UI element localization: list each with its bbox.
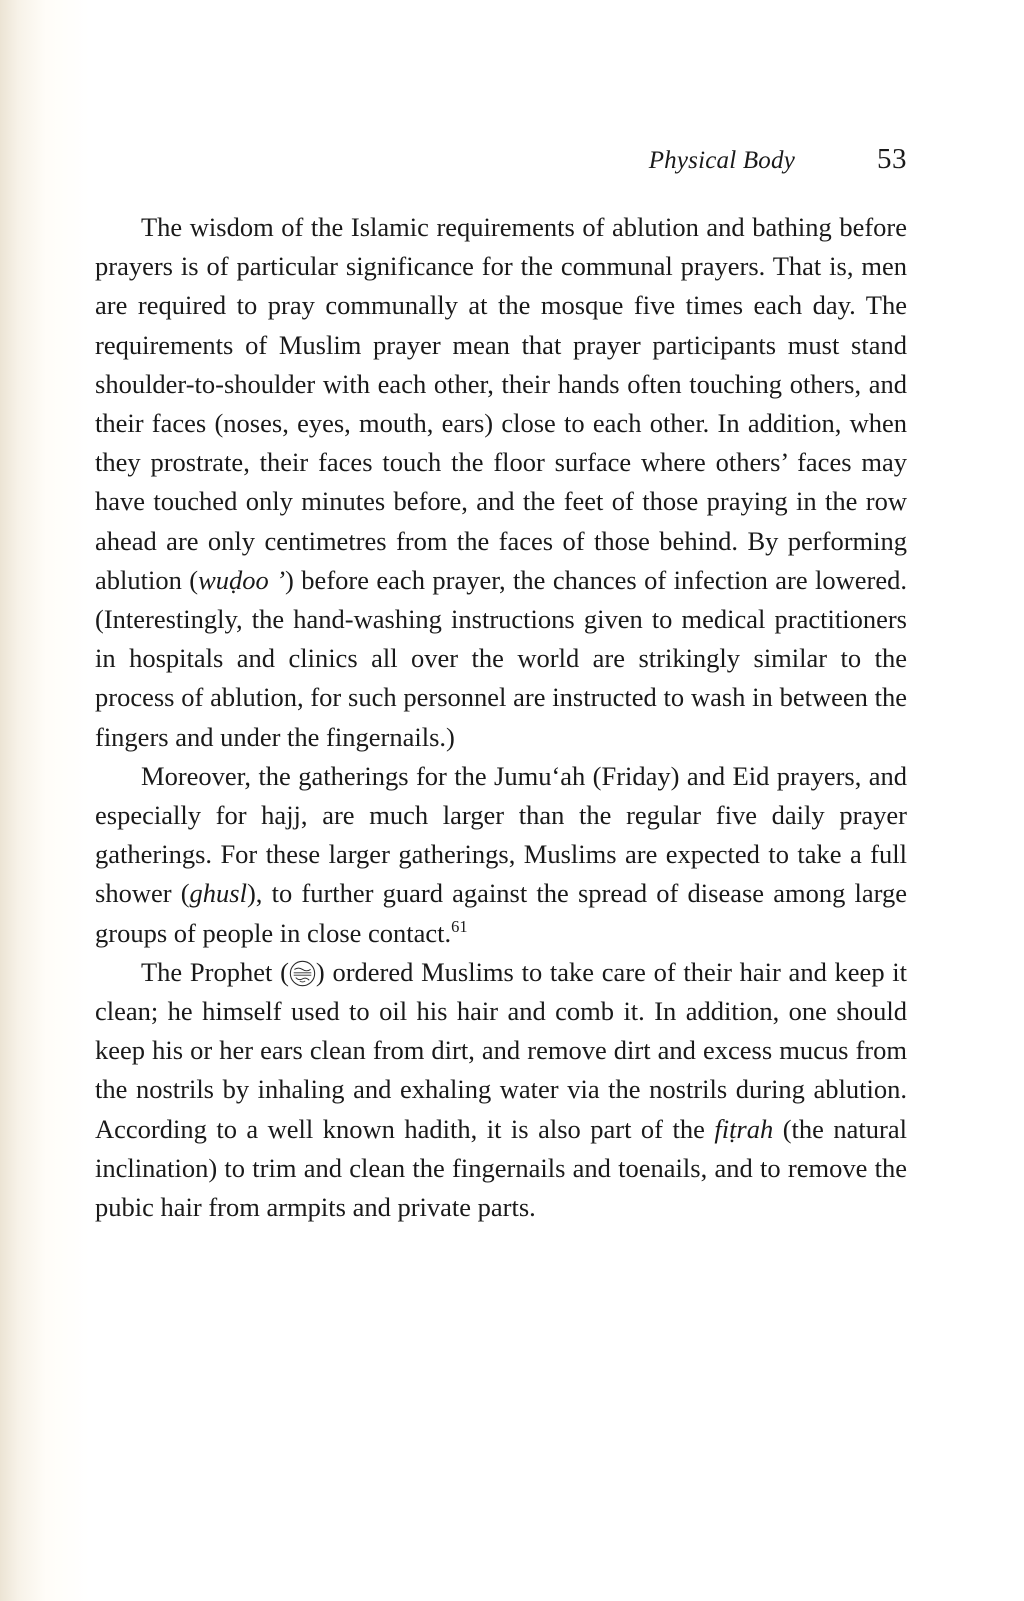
sallallahu-alayhi-wasallam-glyph xyxy=(289,960,316,987)
transliterated-term: ghusl xyxy=(189,878,247,909)
paragraph-jumuah-ghusl: Moreover, the gatherings for the Jumu‘ah (Friday) and Eid prayers, and especially for hajj, are much larger than the regular five daily prayer gatherings. For these larger gatherings, Muslims are expected to take a full shower (ghusl), to further guard against the spread of disease among large groups of people in close contact.$^{61}$ xyxy=(95,760,907,948)
running-head-title: Physical Body xyxy=(648,147,795,174)
transliterated-term: wuḍoo ’ xyxy=(198,564,286,595)
running-head xyxy=(95,143,907,176)
body-text xyxy=(95,208,907,1227)
footnote-marker: 61 xyxy=(451,916,468,936)
page-number: 53 xyxy=(877,143,907,175)
page-content-area xyxy=(95,0,907,1601)
paragraph-prophet-hair: The Prophet ( ) ordered Muslims to take care of their hair and keep it clean; he himself used to oil his hair and comb it. In addition, one should keep his or her ears clean from dirt, and remove dirt and excess mucus from the nostrils by inhaling and exhaling water via the nostrils during ablution. According to a well known hadith, it is also part of the fiṭrah (the natural inclination) to trim and clean the fingernails and toenails, and to remove the pubic hair from armpits and private parts. xyxy=(95,956,908,1223)
paragraph-ablution-wisdom: The wisdom of the Islamic requirements of ablution and bathing before prayers is of particular significance for the communal prayers. That is, men are required to pray communally at the mosque five times each day. The requirements of Muslim prayer mean that prayer participants must stand shoulder-to-shoulder with each other, their hands often touching others, and their faces (noses, eyes, mouth, ears) close to each other. In addition, when they prostrate, their faces touch the floor surface where others’ faces may have touched only minutes before, and the feet of those praying in the row ahead are only centimetres from the faces of those behind. By performing ablution (wuḍoo ’) before each prayer, the chances of infection are lowered. (Interestingly, the hand-washing instructions given to medical practitioners in hospitals and clinics all over the world are strikingly similar to the process of ablution, for such personnel are instructed to wash in between the fingers and under the fingernails.) xyxy=(95,212,907,752)
transliterated-term: fiṭrah xyxy=(714,1113,774,1144)
